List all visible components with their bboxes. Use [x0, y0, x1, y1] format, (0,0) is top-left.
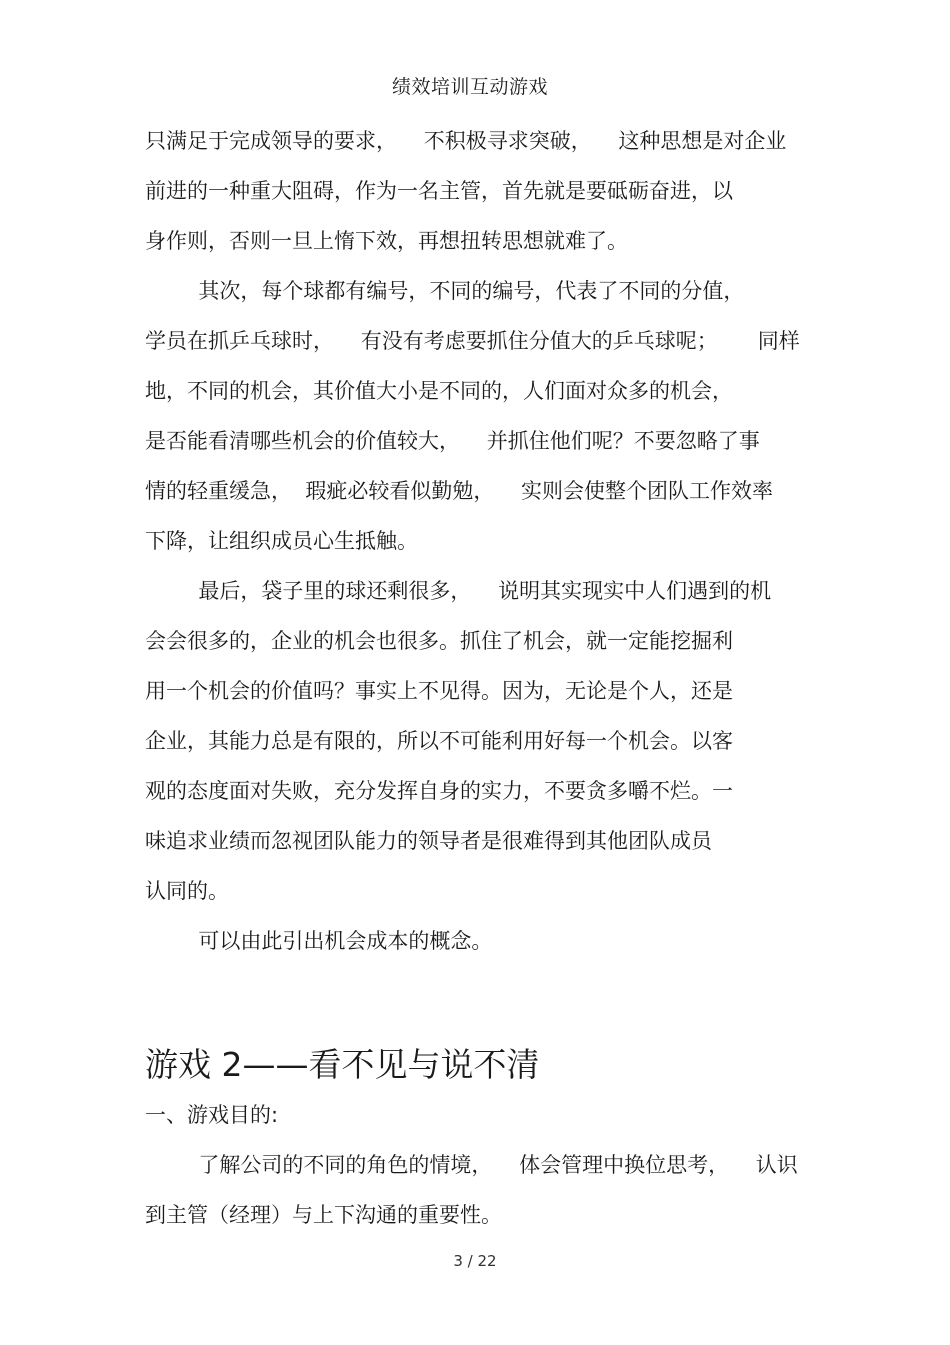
- paragraph-line: 企业，其能力总是有限的，所以不可能利用好每一个机会。以客: [145, 729, 733, 753]
- paragraph-line: 可以由此引出机会成本的概念。: [145, 929, 493, 953]
- paragraph-line: 是否能看清哪些机会的价值较大， 并抓住他们呢？不要忽略了事: [145, 429, 760, 453]
- paragraph-line: 用一个机会的价值吗？事实上不见得。因为，无论是个人，还是: [145, 679, 733, 703]
- paragraph-line: 会会很多的，企业的机会也很多。抓住了机会，就一定能挖掘利: [145, 629, 733, 653]
- paragraph-line: 最后，袋子里的球还剩很多， 说明其实现实中人们遇到的机: [145, 579, 772, 603]
- paragraph-line: 只满足于完成领导的要求， 不积极寻求突破， 这种思想是对企业: [145, 129, 787, 153]
- paragraph-line: 观的态度面对失败，充分发挥自身的实力，不要贪多嚼不烂。一: [145, 779, 733, 803]
- paragraph-line: 其次，每个球都有编号，不同的编号，代表了不同的分值，: [145, 279, 745, 303]
- section-subtitle: 一、游戏目的:: [145, 1103, 279, 1127]
- paragraph-line: 前进的一种重大阻碍，作为一名主管，首先就是要砥砺奋进，以: [145, 179, 733, 203]
- paragraph-line: 地，不同的机会，其价值大小是不同的，人们面对众多的机会，: [145, 379, 733, 403]
- paragraph-line: 情的轻重缓急， 瑕疵必较看似勤勉， 实则会使整个团队工作效率: [145, 479, 774, 503]
- paragraph-line: 了解公司的不同的角色的情境， 体会管理中换位思考， 认识: [145, 1153, 798, 1177]
- paragraph-line: 到主管（经理）与上下沟通的重要性。: [145, 1203, 502, 1227]
- page-number: 3 / 22: [453, 1252, 497, 1270]
- paragraph-line: 味追求业绩而忽视团队能力的领导者是很难得到其他团队成员: [145, 829, 712, 853]
- section-heading: 游戏 2——看不见与说不清: [145, 1045, 540, 1084]
- paragraph-line: 身作则，否则一旦上惰下效，再想扭转思想就难了。: [145, 229, 628, 253]
- paragraph-line: 学员在抓乒乓球时， 有没有考虑要抓住分值大的乒乓球呢； 同样: [145, 329, 800, 353]
- paragraph-line: 认同的。: [145, 879, 229, 903]
- page-header: 绩效培训互动游戏: [391, 76, 548, 98]
- paragraph-line: 下降，让组织成员心生抵触。: [145, 529, 418, 553]
